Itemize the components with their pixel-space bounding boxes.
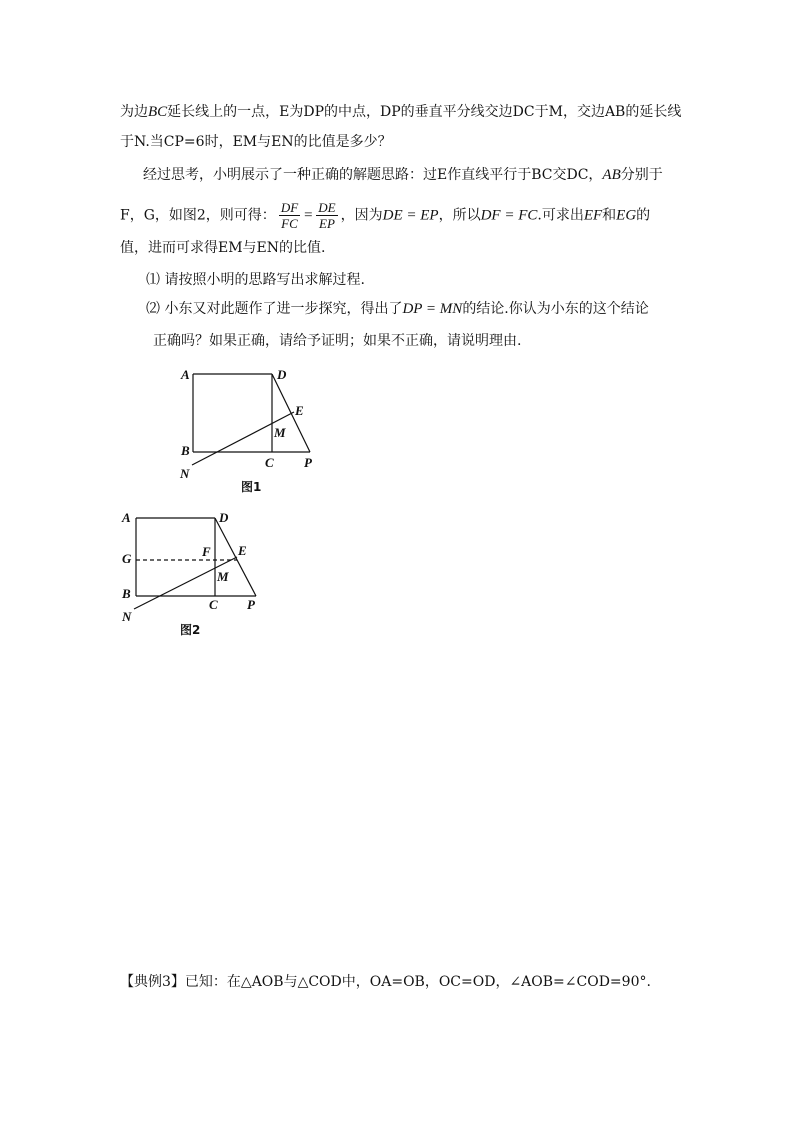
figure-2-label-c: C xyxy=(209,597,218,612)
figure-2-label-n: N xyxy=(122,609,132,624)
problem-line-4: F，G，如图2，则可得： $\frac{DF}{FC}$ = $\frac{DE}{EP}$ ，因为DE = EP，所以DF = FC.可求出EF和EG的 xyxy=(120,200,651,231)
question-2: ⑵ 小东又对此题作了进一步探究，得出了DP = MN的结论.你认为小东的这个结论 xyxy=(146,301,649,317)
problem-line-2: 于N.当CP=6时，EM与EN的比值是多少？ xyxy=(120,134,392,150)
figure-1-label-b: B xyxy=(181,443,190,458)
figure-1 xyxy=(170,362,340,497)
figure-1-label-a: A xyxy=(181,367,190,382)
figure-1-label-n: N xyxy=(180,466,190,481)
problem-line-3: 经过思考，小明展示了一种正确的解题思路：过E作直线平行于BC交DC，AB分别于 xyxy=(143,167,663,183)
figure-2-label-m: M xyxy=(217,569,229,584)
fraction-df-fc: $\frac{DF}{FC}$ xyxy=(280,200,299,231)
problem-line-1: 为边BC延长线上的一点，E为DP的中点，DP的垂直平分线交边DC于M，交边AB的延长线 xyxy=(120,104,682,120)
figure-2 xyxy=(116,505,286,640)
problem-line-5: 值，进而可求得EM与EN的比值. xyxy=(120,240,326,256)
figure-1-label-p: P xyxy=(304,455,312,470)
figure-1-label-c: C xyxy=(265,455,274,470)
figure-1-label-m: M xyxy=(274,425,286,440)
figure-2-caption: 图2 xyxy=(180,623,201,637)
figure-1-label-d: D xyxy=(277,367,287,382)
figure-1-label-e: E xyxy=(295,403,304,418)
figure-2-label-e: E xyxy=(238,543,247,558)
example-3-text: 已知：在△AOB与△COD中，OA=OB，OC=OD，∠AOB=∠COD=90°. xyxy=(184,974,651,990)
figure-2-label-d: D xyxy=(219,510,229,525)
fraction-de-ep: $\frac{DE}{EP}$ xyxy=(318,200,336,231)
figure-1-caption: 图1 xyxy=(241,480,262,494)
figure-2-label-a: A xyxy=(122,510,131,525)
example-3 xyxy=(120,972,651,992)
figure-2-label-g: G xyxy=(122,551,132,566)
figure-2-label-b: B xyxy=(122,586,131,601)
question-1: ⑴ 请按照小明的思路写出求解过程. xyxy=(146,272,365,288)
figure-2-label-p: P xyxy=(247,597,255,612)
question-2-continued: 正确吗？如果正确，请给予证明；如果不正确，请说明理由. xyxy=(153,333,522,349)
example-3-title: 【典例3】 xyxy=(120,974,185,990)
figure-2-label-f: F xyxy=(202,544,211,559)
